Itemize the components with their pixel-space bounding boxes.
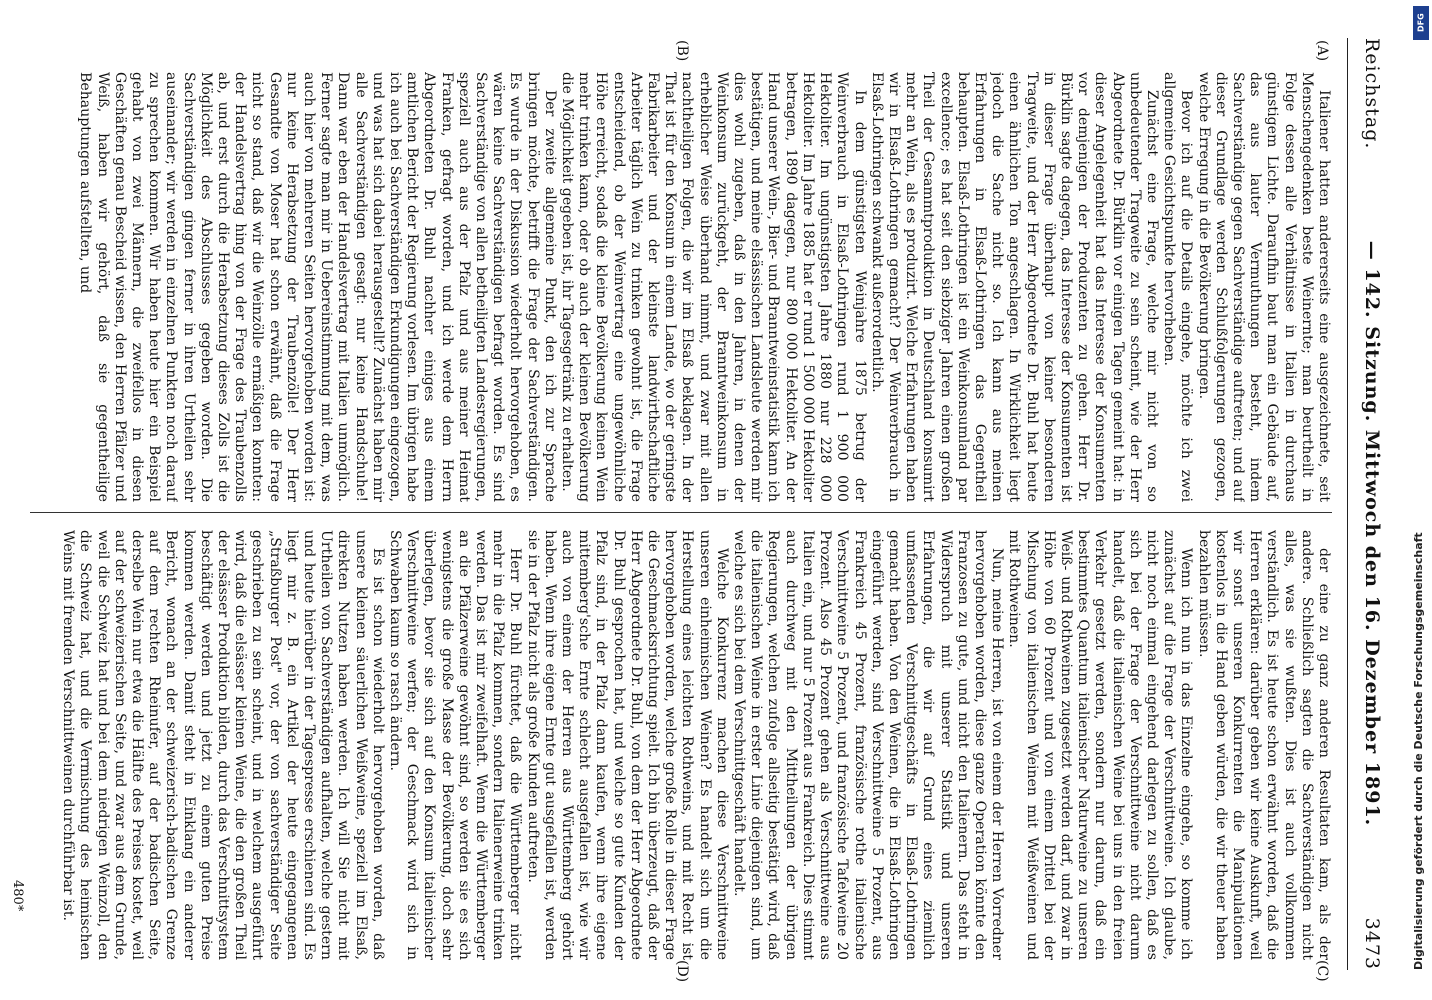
paragraph: der eine zu ganz anderen Resultaten kam, als der andere. Schließlich sagten die Sachverständigen nicht alles, was sie wußten. Dies ist auch vollkommen verständlich. Es ist heute schon erwähnt worden, daß die Herren erklären: darüber geben wir keine Auskunft, weil wir sonst unseren Konkurrenten die Manipulationen kostenlos in die Hand geben würden, die wir theuer haben bezahlen müssen. [1195,530,1332,960]
paragraph: In dem günstigsten Weinjahre 1875 betrug der Weinverbrauch in Elsaß-Lothringen rund 1 900 000 Hektoliter. Im ungünstigsten Jahre 1880 nur 228 000 Hektoliter. Im Jahre 1885 hat er rund 1 500 000 Hektoliter betragen, 1890 dagegen, nur 800 000 Hektoliter. An der Hand unserer Wein-, Bier- und Branntweinstatistik kann ich bestätigen, und meine elsässischen Landsleute werden mir dies wohl zugeben, daß in den Jahren, in denen der Weinkonsum zurückgeht, der Branntweinkonsum in erheblicher Weise überhand nimmt, und zwar mit allen nachtheiligen Folgen, die wir im Elsaß beklagen. In der That ist für den Konsum in einem Lande, wo der geringste Fabrikarbeiter und der kleinste landwirthschaftliche Arbeiter täglich Wein zu trinken gewohnt ist, die Frage entscheidend, ob der Weinvertrag eine ungewöhnliche Höhe erreicht, sodaß die kleine Bevölkerung keinen Wein mehr trinken kann, oder ob auch der kleinen Bevölkerung die Möglichkeit gegeben ist, ihr Tagesgetränk zu erhalten. [559,72,868,502]
page-header [1348,38,1396,970]
paragraph: Bevor ich auf die Details eingehe, möchte ich zwei allgemeine Gesichtspunkte hervorheben. [1161,72,1195,502]
signature-mark: 480* [10,880,25,912]
paragraph: Herr Dr. Buhl fürchtet, daß die Württemberger nicht mehr in die Pfalz kommen, sondern Italienerweine trinken werden. Das ist mir zweifelhaft. Wenn die Württemberger an die Pfälzerweine gewöhnt sind, so werden sie es sich wenigstens die große Masse der Bevölkerung, doch sehr überlegen, bevor sie sich auf den Konsum italienischer Verschnittweine werfen; der Geschmack wird sich in Schwaben kaum so rasch ändern. [387,530,524,960]
margin-mark-c: (C) [1314,960,1330,982]
paragraph: Zunächst eine Frage, welche mir nicht von so unbedeutender Tragweite zu sein scheint, wie der Herr Abgeordnete Dr. Bürklin vor einigen Tagen gemeint hat: in dieser Angelegenheit hat das Interesse der Konsumenten vor demjenigen der Produzenten zu gehen. Herr Dr. Bürklin sagte dagegen, das Interesse der Konsumenten ist in dieser Frage überhaupt von keiner besonderen Tragweite, und der Herr Abgeordnete Dr. Buhl hat heute einen ähnlichen Ton angeschlagen. In Wirklichkeit liegt jedoch die Sache nicht so. Ich kann aus meinen Erfahrungen in Elsaß-Lothringen das Gegentheil behaupten. Elsaß-Lothringen ist ein Weinkonsumland par excellence; es hat seit den siebziger Jahren einen großen Theil der Gesammtproduktion in Deutschland konsumirt mehr an Wein, als es produzirt. Welche Erfahrungen haben wir in Elsaß-Lothringen gemacht? Der Weinverbrauch in Elsaß-Lothringen schwankt außerordentlich. [868,72,1160,502]
credit-text: Digitalisierung gefördert durch die Deutsche Forschungsgemeinschaft [1412,532,1425,970]
paragraph: Es ist schon wiederholt hervorgehoben worden, daß unsere kleinen säuerlichen Weißweine, speziell im Elsaß, direkten Nutzen haben werden. Ich will Sie nicht mit Urtheilen von Sachverständigen aufhalten, welche gestern und heute hierüber in der Tagespresse erschienen sind. Es liegt mir z. B. ein Artikel der heute eingegangenen „Straßburger Post" vor, der von sachverständiger Seite geschrieben zu sein scheint, und in welchem ausgeführt wird, daß die elsässer kleinen Weine, die den großen Theil der elsässer Produktion bilden, durch das Verschnittsystem beschäftigt werden und jetzt zu einem guten Preise kommen werden. Damit steht in Einklang ein anderer Bericht, wonach an der schweizerisch-badischen Grenze auf dem rechten Rheinufer, auf der badischen Seite, derselbe Wein nur etwa die Hälfte des Preises kostet, weil auf der schweizerischen Seite, und zwar aus dem Grunde, weil die Schweiz hat und bei dem niedrigen Weinzoll, den die Schweiz hat, und die Vermischung des heimischen Weins mit fremden Verschnittweinen durchführbar ist. [60,530,386,960]
paragraph: Italiener hatten andererseits eine ausgezeichnete, seit Menschengedenken beste Weinernte; man beurtheilt in Folge dessen alle Verhältnisse in Italien in durchaus günstigem Lichte. Daraufhin baut man ein Gebäude auf, das aus lauter Vermuthungen besteht, indem Sachverständige gegen Sachverständige auftreten; und auf dieser Grundlage werden Schlußfolgerungen gezogen, welche Erregung in die Bevölkerung bringen. [1195,72,1332,502]
page-number: 3473 [1361,917,1383,970]
header-left: Reichstag. [1361,38,1383,150]
paragraph: Der zweite allgemeine Punkt, den ich zur Sprache bringen möchte, betrifft die Frage der Sachverständigen. Es wurde in der Diskussion wiederholt hervorgehoben, es wären keine Sachverständigen befragt worden. Es sind Sachverständige von allen betheiligten Landesregierungen, speziell auch aus der Pfalz und aus meiner Heimat Franken, gefragt worden, und ich werde dem Herrn Abgeordneten Dr. Buhl nachher einiges aus einem amtlichen Bericht der Regierung vorlesen. Im übrigen habe ich auch bei Sachverständigen Erkundigungen eingezogen, und was hat sich dabei herausgestellt? Zunächst haben mir alle Sachverständigen gesagt: nur keine Handschuhe! Dann war eben der Handelsvertrag mit Italien unmöglich. Ferner sagte man mir in Uebereinstimmung mit dem, was auch hier von mehreren Seiten hervorgehoben worden ist: nur keine Herabsetzung der Traubenzölle! Der Herr Gesandte von Moser hat schon erwähnt, daß die Frage nicht so stand, daß wir die Weinzölle ermäßigen konnten: der Handelsvertrag hing von der Frage des Traubenzolls ab, und erst durch die Herabsetzung dieses Zolls ist die Möglichkeit des Abschlusses gegeben worden. Die Sachverständigen gingen ferner in ihren Urtheilen sehr auseinander; wir werden in einzelnen Punkten noch darauf zu sprechen kommen. Wir haben heute hier ein Beispiel gehabt von zwei Männern, die zweifellos in diesen Geschäften genau Bescheid wissen, den Herren Pfälzer und Weiß, haben wir gehört, daß sie gegentheilige Behauptungen aufstellten, und [77,72,558,502]
paragraph: Wenn ich nun in das Einzelne eingehe, so komme ich zunächst auf die Frage der Verschnittweine. Ich glaube, nicht noch einmal eingehend darlegen zu sollen, daß es sich bei der Frage der Verschnittweine nicht darum handelt, daß die italienischen Weine bei uns in den freien Verkehr gesetzt werden, sondern nur darum, daß ein bestimmtes Quantum italienischer Naturweine zu unseren Weiß- und Rothweinen zugesetzt werden darf, und zwar in Höhe von 60 Prozent und von einem Drittel bei der Mischung von italienischen Weinen mit Weißweinen und mit Rothweinen. [1006,530,1195,960]
column-divider [30,512,1332,513]
margin-mark-b: (B) [674,40,690,62]
right-column [30,530,1332,960]
header-rule [1347,38,1348,970]
credit-strip [1410,0,1432,1000]
paragraph: Welche Konkurrenz machen diese Verschnittweine unseren einheimischen Weinen? Es handelt sich um die Herstellung eines leichten Rothweins, und mit Recht ist hervorgehoben worden, welche große Rolle in dieser Frage die Geschmacksrichtung spielt. Ich bin überzeugt, daß der Herr Abgeordnete Dr. Buhl, von dem der Herr Abgeordnete Dr. Buhl gesprochen hat, und welche so gute Kunden der Pfalz sind, in der Pfalz dann kaufen, wenn ihre eigene mittemberg'sche Ernte schlecht ausgefallen ist, wie wir auch von einem der Herren aus Württemberg gehört haben. Wenn ihre eigene Ernte gut ausgefallen ist, werden sie in der Pfalz nicht als große Kunden auftreten. [524,530,730,960]
dfg-logo: DFG [1413,6,1429,40]
left-column [30,72,1332,502]
margin-mark-a: (A) [1314,40,1330,62]
margin-mark-d: (D) [674,960,690,983]
paragraph: Nun, meine Herren, ist von einem der Herren Vorredner hervorgehoben worden, diese ganze Operation könnte den Franzosen zu gute, und nicht den Italienern. Das steht in Widerspruch mit unserer Statistik und unseren Erfahrungen, die wir auf Grund eines ziemlich umfassenden Verschnittgeschäfts in Elsaß-Lothringen gemacht haben. Von den Weinen, die in Elsaß-Lothringen eingeführt werden, sind Verschnittweine 5 Prozent, aus Frankreich 45 Prozent, französische rothe italienische Verschnittweine 5 Prozent, und französische Tafelweine 20 Prozent. Also 45 Prozent gehen als Verschnittweine aus Italien ein, und nur 5 Prozent aus Frankreich. Dies stimmt auch durchweg mit den Mittheilungen der übrigen Regierungen, welchen zufolge allseitig bestätigt wird, daß die italienischen Weine in erster Linie diejenigen sind, um welche es sich bei dem Verschnittgeschäft handelt. [731,530,1006,960]
header-center: — 142. Sitzung. Mittwoch den 16. Dezember 1891. [1361,240,1383,827]
